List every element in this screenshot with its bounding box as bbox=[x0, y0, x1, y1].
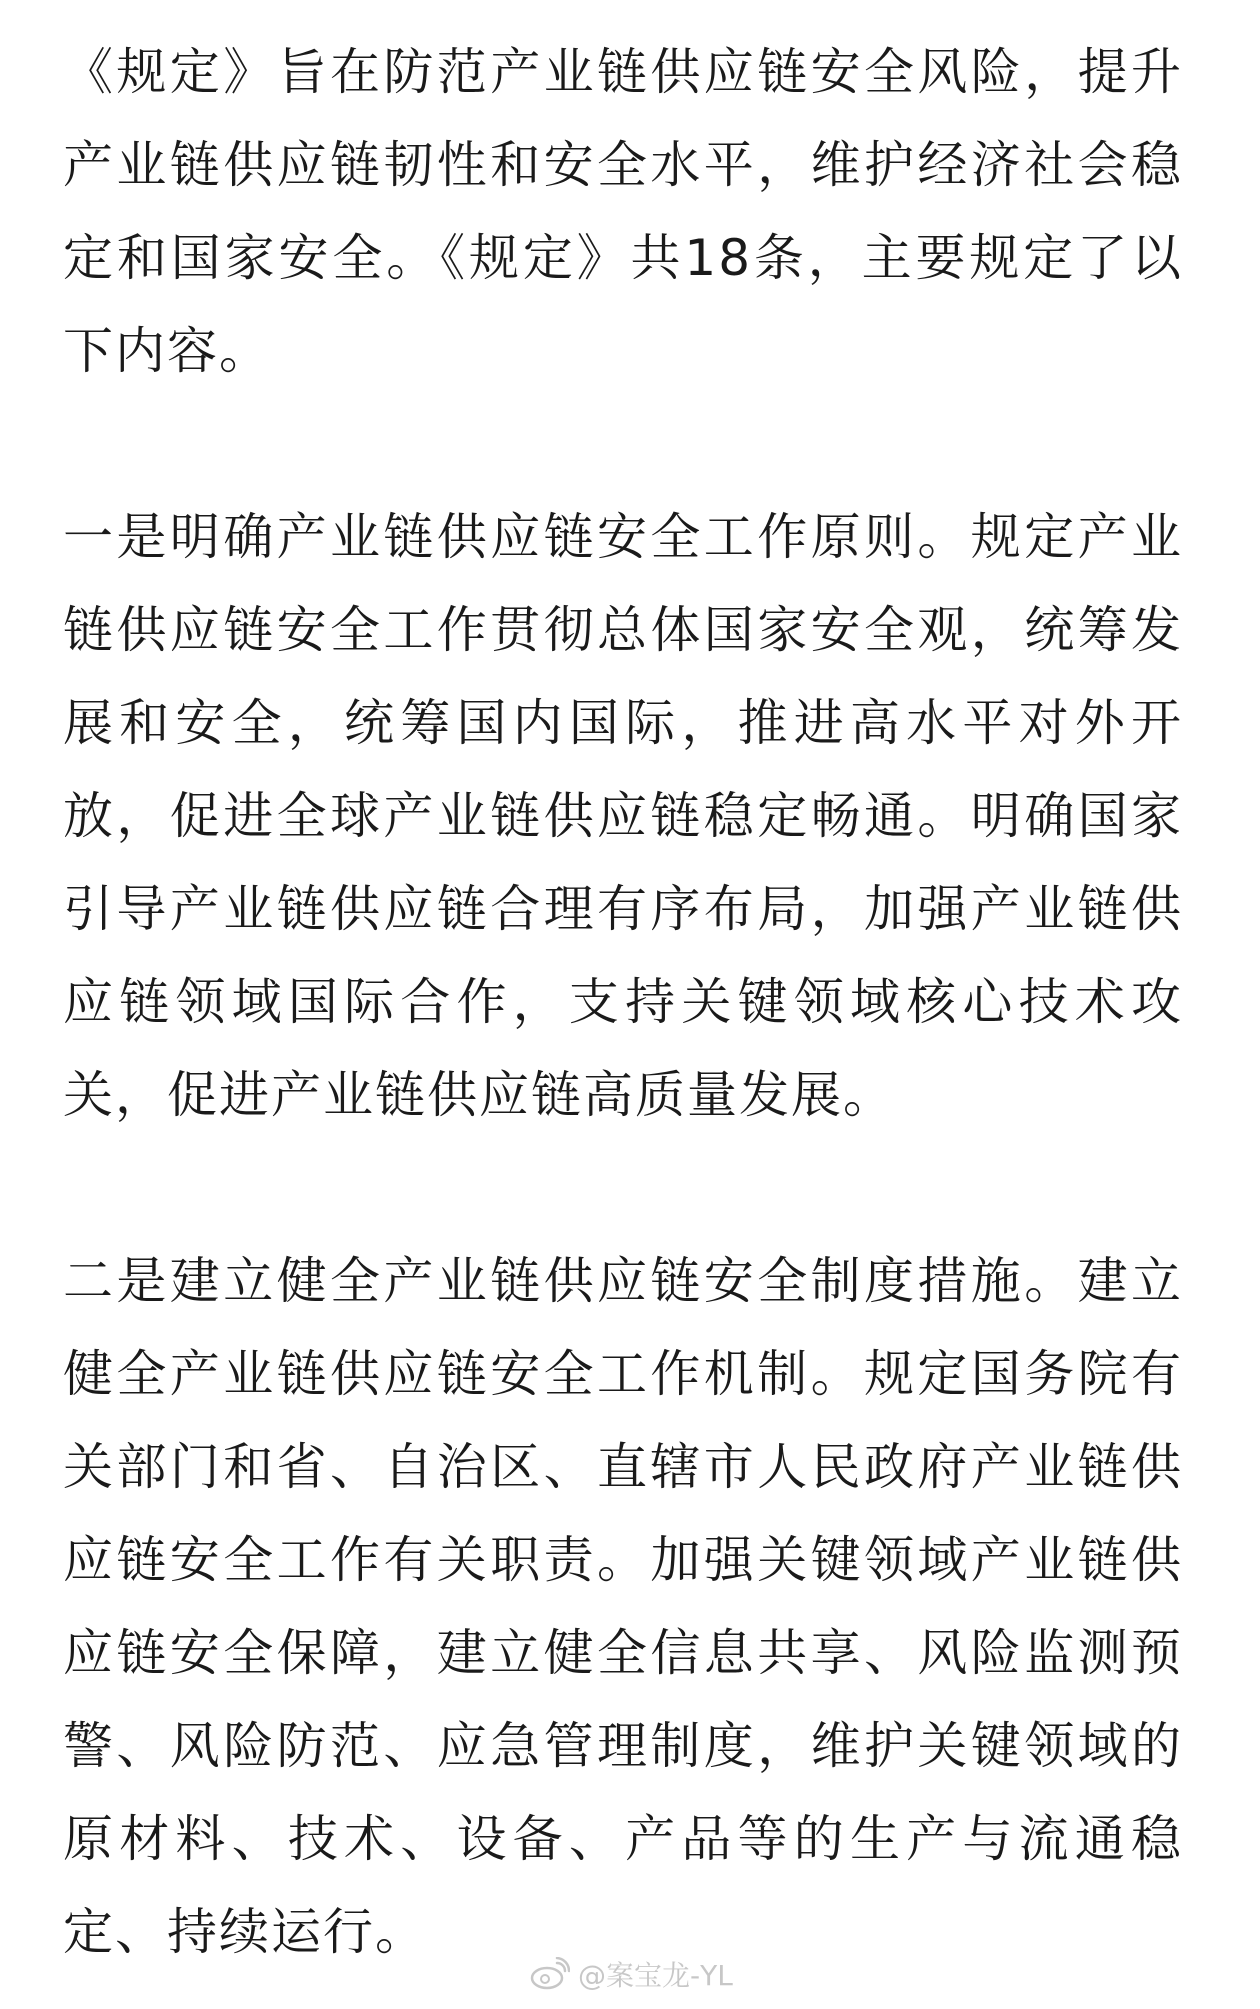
watermark-text: @案宝龙-YL bbox=[578, 1959, 733, 1992]
paragraph-measures: 二是建立健全产业链供应链安全制度措施。建立健全产业链供应链安全工作机制。规定国务院有关部门和省、自治区、直辖市人民政府产业链供应链安全工作有关职责。加强关键领域产业链供应链安全保障，建立健全信息共享、风险监测预警、风险防范、应急管理制度，维护关键领域的原材料、技术、设备、产品等的生产与流通稳定、持续运行。 bbox=[63, 1252, 1183, 1961]
paragraph-intro: 《规定》旨在防范产业链供应链安全风险，提升产业链供应链韧性和安全水平，维护经济社会稳定和国家安全。《规定》共18条，主要规定了以下内容。 bbox=[63, 43, 1183, 380]
watermark bbox=[530, 1952, 733, 1996]
paragraph-principles: 一是明确产业链供应链安全工作原则。规定产业链供应链安全工作贯彻总体国家安全观，统筹发展和安全，统筹国内国际，推进高水平对外开放，促进全球产业链供应链稳定畅通。明确国家引导产业链供应链合理有序布局，加强产业链供应链领域国际合作，支持关键领域核心技术攻关，促进产业链供应链高质量发展。 bbox=[63, 508, 1183, 1124]
weibo-logo-icon bbox=[530, 1957, 570, 1991]
article-body bbox=[63, 26, 1183, 1979]
